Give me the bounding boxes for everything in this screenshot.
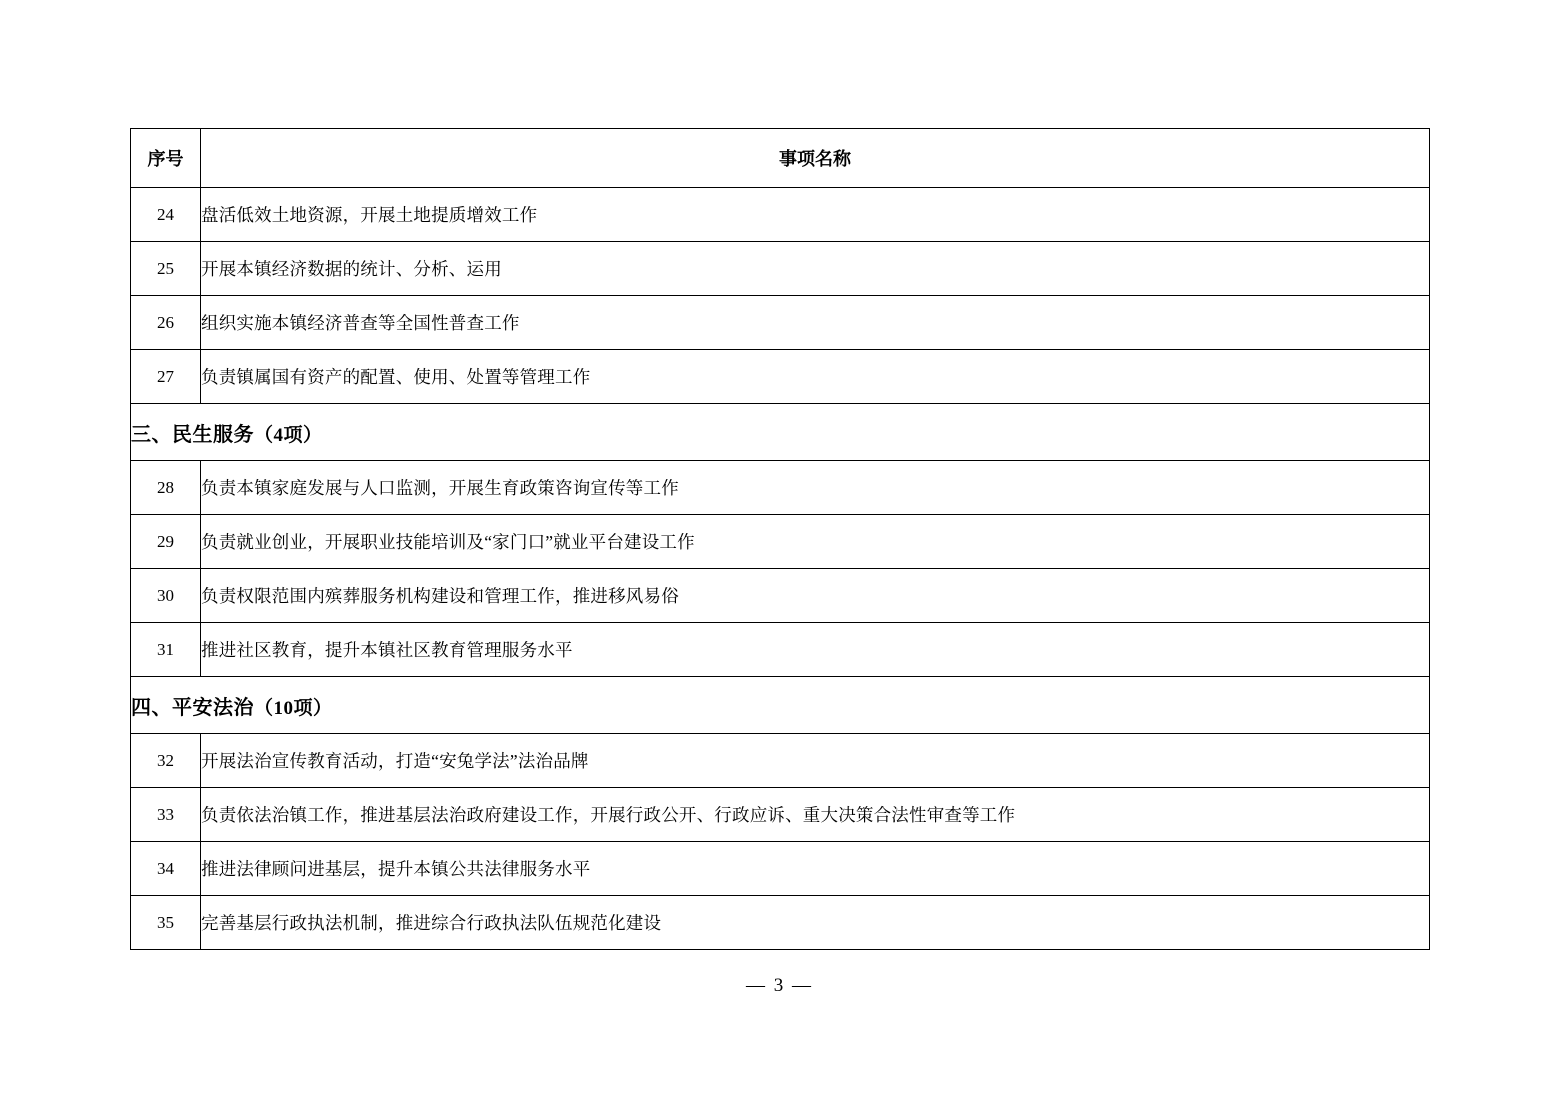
row-number: 33 xyxy=(131,788,201,842)
matters-table xyxy=(130,128,1430,950)
table-row xyxy=(131,242,1430,296)
row-matter-name: 开展本镇经济数据的统计、分析、运用 xyxy=(201,242,1430,296)
table-row xyxy=(131,623,1430,677)
section-title xyxy=(131,677,1430,734)
row-matter-name: 负责本镇家庭发展与人口监测，开展生育政策咨询宣传等工作 xyxy=(201,461,1430,515)
row-matter-name: 盘活低效土地资源，开展土地提质增效工作 xyxy=(201,188,1430,242)
table-row xyxy=(131,515,1430,569)
row-matter-name: 负责就业创业，开展职业技能培训及“家门口”就业平台建设工作 xyxy=(201,515,1430,569)
row-matter-name: 推进法律顾问进基层，提升本镇公共法律服务水平 xyxy=(201,842,1430,896)
row-matter-name: 负责依法治镇工作，推进基层法治政府建设工作，开展行政公开、行政应诉、重大决策合法性审查等工作 xyxy=(201,788,1430,842)
section-item-count: （10项） xyxy=(254,697,333,719)
section-title xyxy=(131,404,1430,461)
table-header-no: 序号 xyxy=(131,129,201,188)
table-row xyxy=(131,734,1430,788)
table-section-row xyxy=(131,677,1430,734)
table-row xyxy=(131,788,1430,842)
table-row xyxy=(131,569,1430,623)
row-number: 35 xyxy=(131,896,201,950)
section-title-text: 四、平安法治 xyxy=(131,696,254,719)
row-number: 28 xyxy=(131,461,201,515)
table-row xyxy=(131,350,1430,404)
table-row xyxy=(131,461,1430,515)
section-title-text: 三、民生服务 xyxy=(131,423,254,446)
row-matter-name: 负责权限范围内殡葬服务机构建设和管理工作，推进移风易俗 xyxy=(201,569,1430,623)
row-number: 29 xyxy=(131,515,201,569)
row-number: 26 xyxy=(131,296,201,350)
page-number: — 3 — xyxy=(746,975,813,996)
row-matter-name: 开展法治宣传教育活动，打造“安兔学法”法治品牌 xyxy=(201,734,1430,788)
table-row xyxy=(131,896,1430,950)
row-matter-name: 组织实施本镇经济普查等全国性普查工作 xyxy=(201,296,1430,350)
row-number: 32 xyxy=(131,734,201,788)
table-row xyxy=(131,296,1430,350)
row-matter-name: 完善基层行政执法机制，推进综合行政执法队伍规范化建设 xyxy=(201,896,1430,950)
table-section-row xyxy=(131,404,1430,461)
row-number: 30 xyxy=(131,569,201,623)
table-header-row xyxy=(131,129,1430,188)
row-matter-name: 负责镇属国有资产的配置、使用、处置等管理工作 xyxy=(201,350,1430,404)
row-number: 34 xyxy=(131,842,201,896)
section-item-count: （4项） xyxy=(254,424,323,446)
row-number: 24 xyxy=(131,188,201,242)
row-number: 31 xyxy=(131,623,201,677)
table-row xyxy=(131,188,1430,242)
row-number: 25 xyxy=(131,242,201,296)
table-row xyxy=(131,842,1430,896)
row-number: 27 xyxy=(131,350,201,404)
table-header-name: 事项名称 xyxy=(201,129,1430,188)
row-matter-name: 推进社区教育，提升本镇社区教育管理服务水平 xyxy=(201,623,1430,677)
